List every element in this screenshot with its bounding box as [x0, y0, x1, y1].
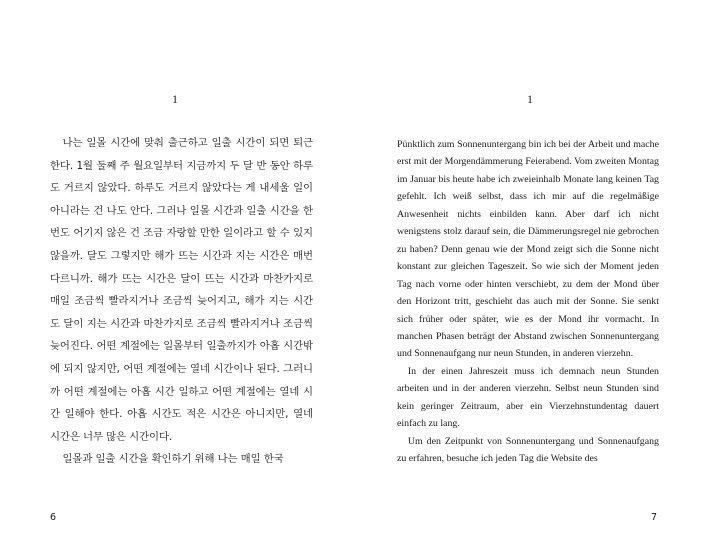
- paragraph: 나는 일몰 시간에 맞춰 출근하고 일출 시간이 되면 퇴근한다. 1월 둘째 주 월요일부터 지금까지 두 달 반 동안 하루도 거르지 않았다. 하루도 거르지 않았다는 게 내세울 일이 아니라는 건 나도 안다. 그러나 일몰 시간과 일출 시간을 한 번도 어기지 않은 건 조금 자랑할 만한 일이라고 할 수 있지 않을까. 달도 그렇지만 해가 뜨는 시간과 지는 시간은 매번 다르니까. 해가 뜨는 시간은 달이 뜨는 시간과 마찬가지로 매일 조금씩 빨라지거나 조금씩 늦어지고, 해가 지는 시간도 달이 지는 시간과 마찬가지로 조금씩 빨라지거나 조금씩 늦어진다. 어떤 계절에는 일몰부터 일출까지가 아홉 시간밖에 되지 않지만, 어떤 계절에는 열네 시간이나 된다. 그러니까 어떤 계절에는 아홉 시간 일하고 어떤 계절에는 열네 시간 일해야 한다. 아홉 시간도 적은 시간은 아니지만, 열네 시간은 너무 많은 시간이다.: [50, 137, 313, 443]
- chapter-number: 1: [527, 92, 533, 106]
- chapter-number: 1: [172, 92, 178, 106]
- page-number: 6: [50, 512, 57, 523]
- korean-text-block: [50, 132, 313, 471]
- paragraph: Pünktlich zum Sonnenuntergang bin ich bei der Arbeit und mache erst mit der Morgendämmerung Feierabend. Vom zweiten Montag im Januar bis heute habe ich zweieinhalb Monate lang keinen Tag gefehlt. Ich weiß selbst, dass ich mir auf die regelmäßige Anwesenheit nichts einbilden kann. Aber darf ich nicht wenigstens stolz darauf sein, die Dämmerungsregel nie gebrochen zu haben? Denn genau wie der Mond zeigt sich die Sonne nicht konstant zur gleichen Tageszeit. So wie sich der Moment jeden Tag nach vorne oder hinten verschiebt, zu dem der Mond über den Horizont tritt, geschieht das auch mit der Sonne. Sie senkt sich früher oder später, wie es der Mond ihr vormacht. In manchen Phasen beträgt der Abstand zwischen Sonnenuntergang und Sonnenaufgang nur neun Stunden, in anderen vierzehn.: [397, 139, 659, 360]
- left-page: [0, 0, 354, 550]
- german-text-block: [397, 136, 659, 468]
- paragraph: In der einen Jahreszeit muss ich demnach neun Stunden arbeiten und in der anderen vierzehn. Selbst neun Stunden sind kein geringer Zeitraum, aber ein Vierzehnstundentag dauert einfach zu lang.: [397, 365, 659, 430]
- page-number: 7: [650, 512, 657, 523]
- paragraph: Um den Zeitpunkt von Sonnenuntergang und Sonnenaufgang zu erfahren, besuche ich jeden Tag die Website des: [397, 435, 659, 465]
- paragraph: 일몰과 일출 시간을 확인하기 위해 나는 매일 한국: [62, 453, 284, 466]
- right-page: [355, 0, 709, 550]
